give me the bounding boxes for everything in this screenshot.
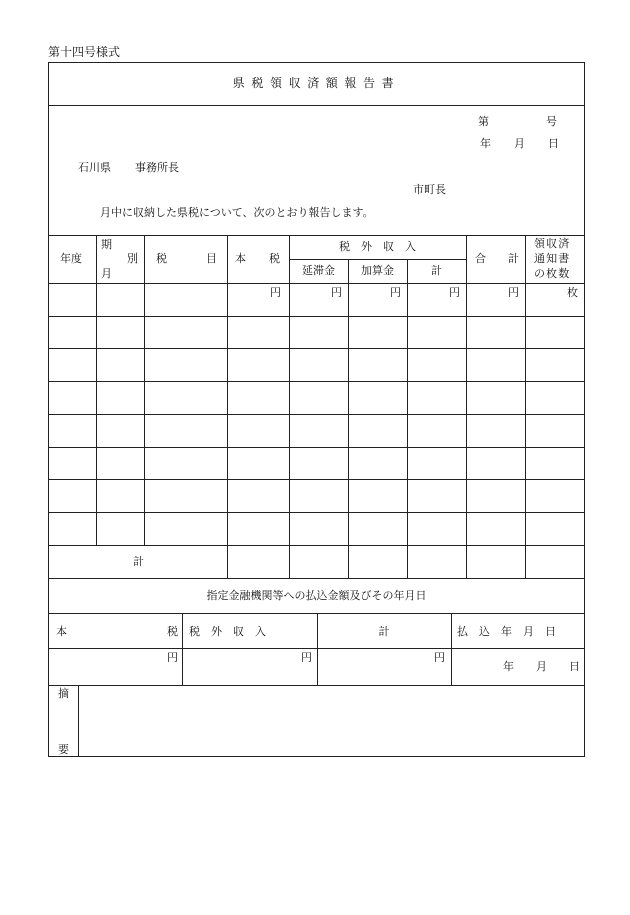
office-chief-label: 事務所長	[135, 161, 179, 174]
divider	[48, 105, 585, 106]
col-delinquency-header: 延滞金	[302, 264, 335, 277]
column-line	[407, 259, 408, 578]
unit-yen: 円	[167, 651, 178, 664]
col-notice-header: 領収済	[534, 237, 571, 250]
header-year: 年	[480, 137, 491, 150]
unit-sheet: 枚	[567, 286, 578, 299]
col-main-tax-header: 本	[235, 252, 246, 265]
payment-heading: 指定金融機関等への払込金額及びその年月日	[206, 589, 427, 602]
form-number: 第十四号様式	[48, 45, 121, 59]
table-row-line	[48, 381, 585, 382]
unit-yen: 円	[270, 286, 281, 299]
column-line	[317, 613, 318, 685]
payment-main-tax-header: 本	[56, 625, 67, 638]
table-row-line	[48, 414, 585, 415]
table-row-line	[48, 348, 585, 349]
column-line	[96, 235, 97, 545]
remarks-label: 要	[58, 743, 69, 756]
table-row-line	[48, 545, 585, 546]
divider	[48, 235, 585, 236]
col-notice-header: の枚数	[534, 267, 571, 280]
total-row-label: 計	[133, 555, 144, 568]
column-line	[348, 259, 349, 578]
number-prefix: 第	[478, 115, 489, 128]
divider	[48, 283, 585, 284]
column-line	[525, 235, 526, 578]
col-period-header: 期	[101, 238, 112, 251]
remarks-label: 摘	[58, 687, 69, 700]
col-total-header: 合	[475, 252, 486, 265]
header-day: 日	[548, 137, 559, 150]
col-additional-header: 加算金	[361, 264, 394, 277]
col-year-header: 年度	[60, 252, 82, 265]
col-tax-item-header: 税	[156, 252, 167, 265]
municipality-head-label: 市町長	[413, 183, 446, 196]
col-extra-income-header: 税 外 収 入	[339, 240, 416, 253]
col-period-header: 月	[101, 267, 112, 280]
table-row-line	[48, 316, 585, 317]
column-line	[466, 235, 467, 578]
unit-yen: 円	[390, 286, 401, 299]
table-row-line	[48, 512, 585, 513]
payment-main-tax-header: 税	[167, 625, 178, 638]
unit-yen: 円	[449, 286, 460, 299]
prefecture-label: 石川県	[78, 161, 111, 174]
divider	[289, 259, 466, 260]
payment-total-header: 計	[378, 625, 390, 638]
col-tax-item-header: 目	[206, 252, 217, 265]
payment-extra-income-header: 税 外 収 入	[189, 625, 266, 638]
table-row-line	[48, 447, 585, 448]
col-notice-header: 通知書	[534, 252, 571, 265]
col-period-header: 別	[127, 252, 138, 265]
col-subtotal-header: 計	[431, 264, 442, 277]
form-title: 県税領収済額報告書	[232, 76, 401, 90]
report-sentence: 月中に収納した県税について、次のとおり報告します。	[100, 206, 374, 219]
unit-yen: 円	[301, 651, 312, 664]
unit-yen: 円	[508, 286, 519, 299]
unit-yen: 円	[331, 286, 342, 299]
divider	[48, 685, 585, 686]
unit-yen: 円	[434, 651, 445, 664]
column-line	[182, 613, 183, 685]
column-line	[144, 235, 145, 545]
column-line	[451, 613, 452, 685]
column-line	[78, 685, 79, 757]
payment-date-value: 年 月 日	[503, 660, 580, 673]
col-main-tax-header: 税	[269, 252, 280, 265]
number-suffix: 号	[546, 115, 557, 128]
table-row-line	[48, 479, 585, 480]
table-row-line	[48, 578, 585, 579]
col-total-header: 計	[508, 252, 519, 265]
column-line	[289, 235, 290, 578]
payment-date-header: 払 込 年 月 日	[457, 625, 556, 638]
header-month: 月	[514, 137, 525, 150]
column-line	[227, 235, 228, 578]
